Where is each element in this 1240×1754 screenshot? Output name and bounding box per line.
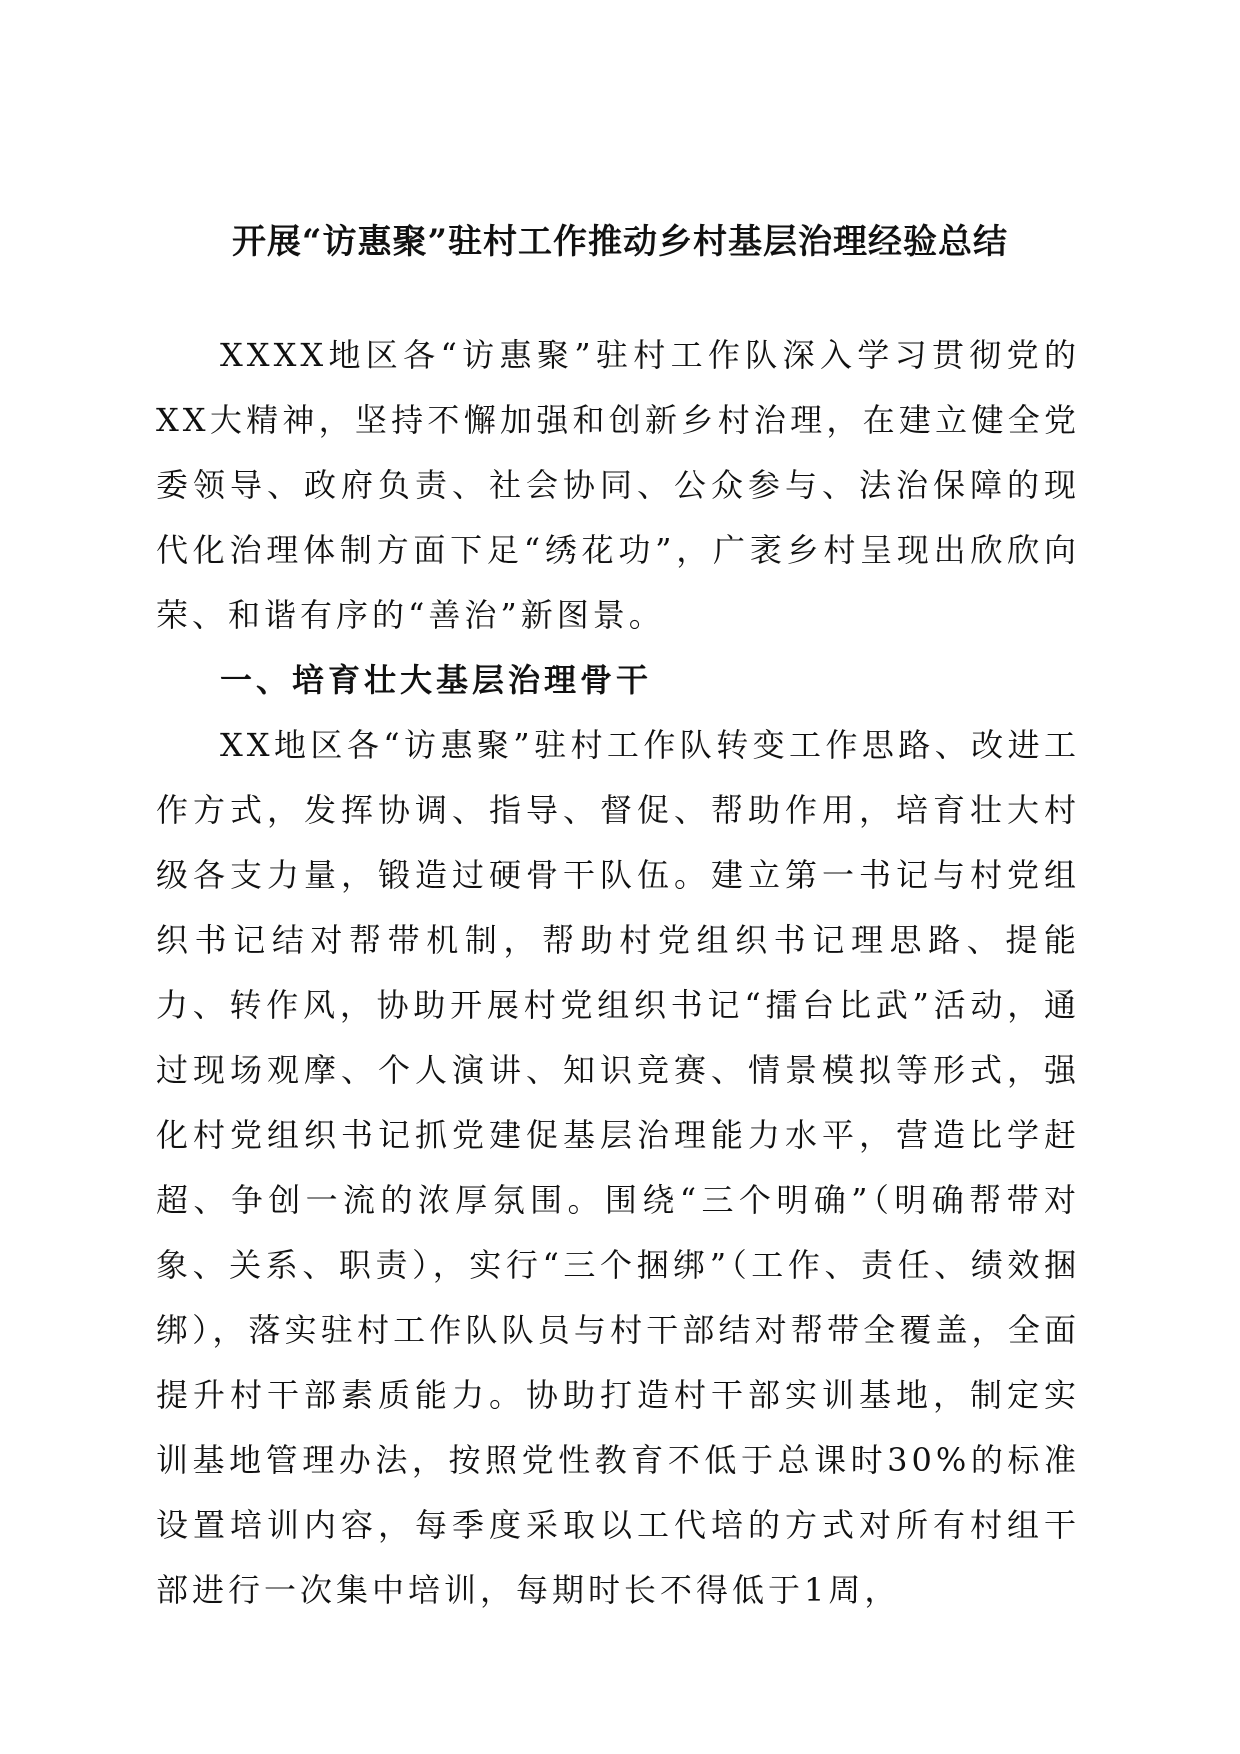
document-body	[156, 323, 1080, 1623]
document-title: 开展“访惠聚”驻村工作推动乡村基层治理经验总结	[231, 222, 1009, 262]
intro-paragraph: XXXX地区各“访惠聚”驻村工作队深入学习贯彻党的XX大精神，坚持不懈加强和创新乡村治理，在建立健全党委领导、政府负责、社会协同、公众参与、法治保障的现代化治理体制方面下足“绣花功”，广袤乡村呈现出欣欣向荣、和谐有序的“善治”新图景。	[156, 336, 1080, 634]
section-heading: 一、培育壮大基层治理骨干	[220, 661, 653, 699]
section-paragraph: XX地区各“访惠聚”驻村工作队转变工作思路、改进工作方式，发挥协调、指导、督促、帮助作用，培育壮大村级各支力量，锻造过硬骨干队伍。建立第一书记与村党组织书记结对帮带机制，帮助村党组织书记理思路、提能力、转作风，协助开展村党组织书记“擂台比武”活动，通过现场观摩、个人演讲、知识竞赛、情景模拟等形式，强化村党组织书记抓党建促基层治理能力水平，营造比学赶超、争创一流的浓厚氛围。围绕“三个明确”（明确帮带对象、关系、职责），实行“三个捆绑”（工作、责任、绩效捆绑），落实驻村工作队队员与村干部结对帮带全覆盖，全面提升村干部素质能力。协助打造村干部实训基地，制定实训基地管理办法，按照党性教育不低于总课时30%的标准设置培训内容，每季度采取以工代培的方式对所有村组干部进行一次集中培训，每期时长不得低于1周，	[156, 726, 1080, 1609]
